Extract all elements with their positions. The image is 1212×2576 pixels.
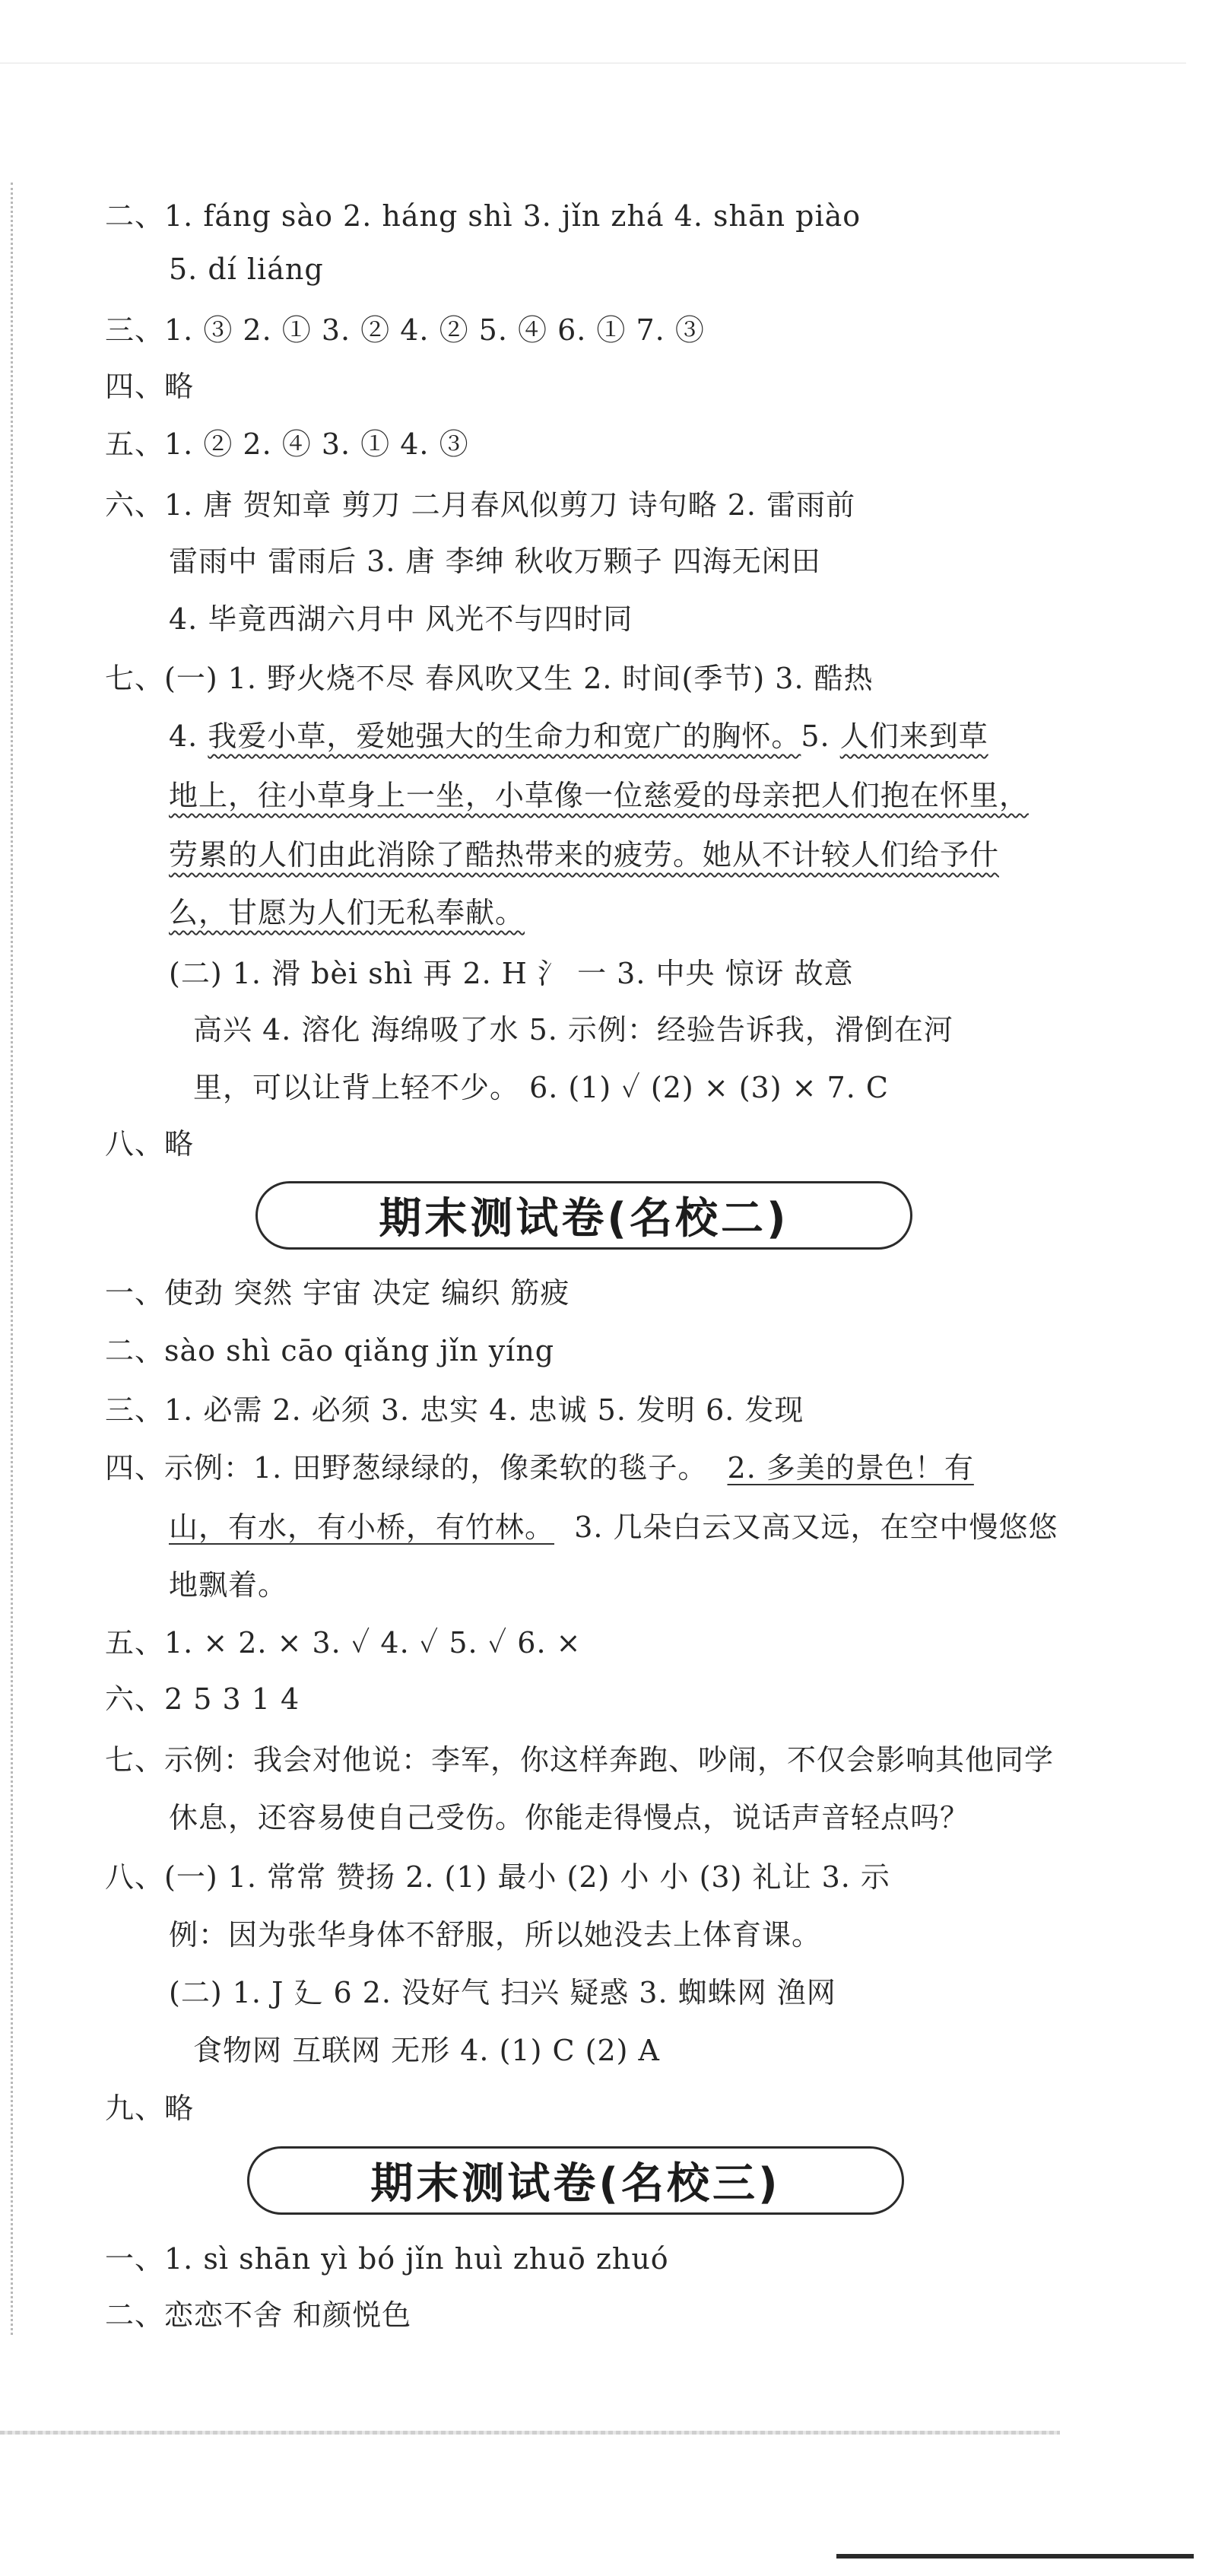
- answer-line: 5. dí liáng: [169, 253, 324, 286]
- answer-line: 六、2 5 3 1 4: [105, 1682, 300, 1716]
- answer-line: 七、示例：我会对他说：李军，你这样奔跑、吵闹，不仅会影响其他同学: [105, 1743, 1055, 1777]
- answer-number: 5.: [801, 719, 840, 753]
- answer-line: 七、(一) 1. 野火烧不尽 春风吹又生 2. 时间(季节) 3. 酷热: [105, 662, 874, 695]
- answer-line: 八、(一) 1. 常常 赞扬 2. (1) 最小 (2) 小 小 (3) 礼让 3. 示: [105, 1860, 890, 1894]
- answer-line: 三、1. 必需 2. 必须 3. 忠实 4. 忠诚 5. 发明 6. 发现: [105, 1393, 804, 1427]
- answer-line: [105, 1450, 974, 1486]
- answer-line: 九、略: [105, 2092, 195, 2125]
- answer-line: 五、1. × 2. × 3. ✓ 4. ✓ 5. ✓ 6. ×: [105, 1626, 582, 1660]
- underlined-answer: 2. 多美的景色！有: [727, 1451, 974, 1485]
- answer-line: [169, 894, 525, 931]
- answer-line: 一、使劲 突然 宇宙 决定 编织 筋疲: [105, 1276, 570, 1310]
- answer-line: (二) 1. 滑 bèi shì 再 2. H 氵 一 3. 中央 惊讶 故意: [169, 957, 854, 990]
- underlined-answer: 劳累的人们由此消除了酷热带来的疲劳。她从不计较人们给予什: [169, 838, 1000, 872]
- bottom-rule: [0, 2431, 1060, 2435]
- answer-line: 五、1. ② 2. ④ 3. ① 4. ③: [105, 427, 469, 461]
- answer-number: 4.: [169, 719, 208, 753]
- answer-line: [169, 1509, 1058, 1545]
- answer-line: 二、1. fáng sào 2. háng shì 3. jǐn zhá 4. shān piào: [105, 199, 861, 233]
- underlined-answer: 么，甘愿为人们无私奉献。: [169, 896, 525, 929]
- answer-line: 地飘着。: [169, 1568, 288, 1602]
- answer-line: [169, 777, 1029, 814]
- underlined-answer: 我爱小草，爱她强大的生命力和宽广的胸怀。: [208, 719, 801, 753]
- answer-line: 雷雨中 雷雨后 3. 唐 李绅 秋收万颗子 四海无闲田: [169, 545, 821, 578]
- answer-line: 4. 毕竟西湖六月中 风光不与四时同: [169, 602, 633, 636]
- answer-line: 二、sào shì cāo qiǎng jǐn yíng: [105, 1334, 555, 1367]
- binding-edge: [11, 183, 13, 2335]
- answer-line: [169, 718, 988, 754]
- answer-line: 六、1. 唐 贺知章 剪刀 二月春风似剪刀 诗句略 2. 雷雨前: [105, 488, 856, 522]
- underlined-answer: 山，有水，有小桥，有竹林。: [169, 1510, 555, 1544]
- top-rule: [0, 62, 1186, 64]
- answer-line: (二) 1. J 廴 6 2. 没好气 扫兴 疑惑 3. 蜘蛛网 渔网: [169, 1976, 836, 2009]
- answer-line: 里，可以让背上轻不少。 6. (1) ✓ (2) × (3) × 7. C: [193, 1071, 889, 1104]
- answer-line: 例：因为张华身体不舒服，所以她没去上体育课。: [169, 1918, 822, 1952]
- answer-line: 休息，还容易使自己受伤。你能走得慢点，说话声音轻点吗？: [169, 1801, 970, 1834]
- answer-line: 三、1. ③ 2. ① 3. ② 4. ② 5. ④ 6. ① 7. ③: [105, 313, 705, 347]
- section-title: 期末测试卷(名校二): [255, 1181, 912, 1250]
- section-title: 期末测试卷(名校三): [247, 2146, 904, 2215]
- answer-line: [169, 837, 999, 873]
- answer-line: 一、1. sì shān yì bó jǐn huì zhuō zhuó: [105, 2242, 669, 2276]
- underlined-answer: 地上，往小草身上一坐，小草像一位慈爱的母亲把人们抱在怀里，: [169, 779, 1030, 812]
- answer-text: 3. 几朵白云又高又远，在空中慢悠悠: [574, 1510, 1058, 1544]
- underlined-answer: 人们来到草: [839, 719, 988, 753]
- answer-text: 四、示例：1. 田野葱绿绿的，像柔软的毯子。: [105, 1451, 708, 1485]
- answer-line: 八、略: [105, 1127, 195, 1161]
- answer-line: 二、恋恋不舍 和颜悦色: [105, 2298, 412, 2332]
- answer-line: 四、略: [105, 370, 195, 403]
- bottom-bar: [836, 2554, 1194, 2559]
- answer-line: 食物网 互联网 无形 4. (1) C (2) A: [193, 2034, 660, 2067]
- answer-line: 高兴 4. 溶化 海绵吸了水 5. 示例：经验告诉我，滑倒在河: [193, 1013, 953, 1047]
